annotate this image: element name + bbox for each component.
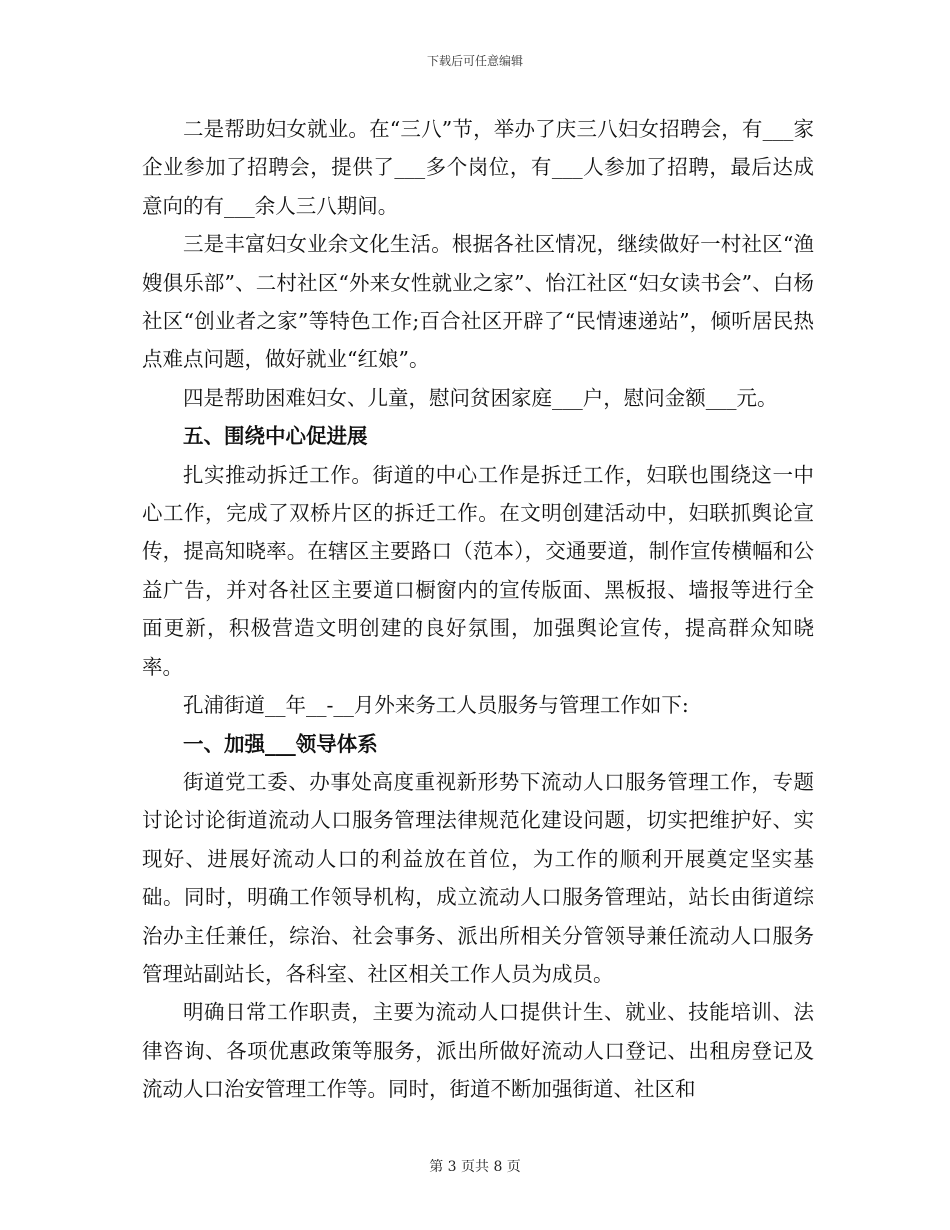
paragraph-migrant-intro: 孔浦街道__年__-__月外来务工人员服务与管理工作如下: (183, 693, 689, 718)
document-body (142, 110, 814, 1109)
paragraph-leadership: 街道党工委、办事处高度重视新形势下流动人口服务管理工作，专题讨论讨论街道流动人口服务管理法律规范化建设问题，切实把维护好、实现好、进展好流动人口的利益放在首位，为工作的顺利开展奠定坚实基础。同时，明确工作领导机构，成立流动人口服务管理站，站长由街道综治办主任兼任，综治、社会事务、派出所相关分管领导兼任流动人口服务管理站副站长，各科室、社区相关工作人员为成员。 (142, 769, 814, 986)
page-header: 下载后可任意编辑 (426, 54, 523, 68)
paragraph-cultural-life: 三是丰富妇女业余文化生活。根据各社区情况，继续做好一村社区“渔嫂俱乐部”、二村社区“外来女性就业之家”、怡江社区“妇女读书会”、白杨社区“创业者之家”等特色工作;百合社区开辟了“民情速递站”，倾听居民热点难点问题，做好就业“红娘”。 (142, 232, 814, 372)
paragraph-women-employment: 二是帮助妇女就业。在“三八”节，举办了庆三八妇女招聘会，有___家企业参加了招聘会，提供了___多个岗位，有___人参加了招聘，最后达成意向的有___余人三八期间。 (142, 117, 814, 218)
section-heading-five: 五、围绕中心促进展 (183, 424, 368, 449)
paragraph-demolition-work: 扎实推动拆迁工作。街道的中心工作是拆迁工作，妇联也围绕这一中心工作，完成了双桥片区的拆迁工作。在文明创建活动中，妇联抓舆论宣传，提高知晓率。在辖区主要路口（范本），交通要道，制作宣传横幅和公益广告，并对各社区主要道口橱窗内的宣传版面、黑板报、墙报等进行全面更新，积极营造文明创建的良好氛围，加强舆论宣传，提高群众知晓率。 (142, 462, 814, 679)
paragraph-duties: 明确日常工作职责，主要为流动人口提供计生、就业、技能培训、法律咨询、各项优惠政策等服务，派出所做好流动人口登记、出租房登记及流动人口治安管理工作等。同时，街道不断加强街道、社区和 (142, 1000, 814, 1102)
page-footer: 第 3 页共 8 页 (429, 1159, 521, 1175)
section-heading-one: 一、加强___领导体系 (183, 731, 378, 756)
paragraph-assist-needy: 四是帮助困难妇女、儿童，慰问贫困家庭___户，慰问金额___元。 (183, 385, 778, 410)
